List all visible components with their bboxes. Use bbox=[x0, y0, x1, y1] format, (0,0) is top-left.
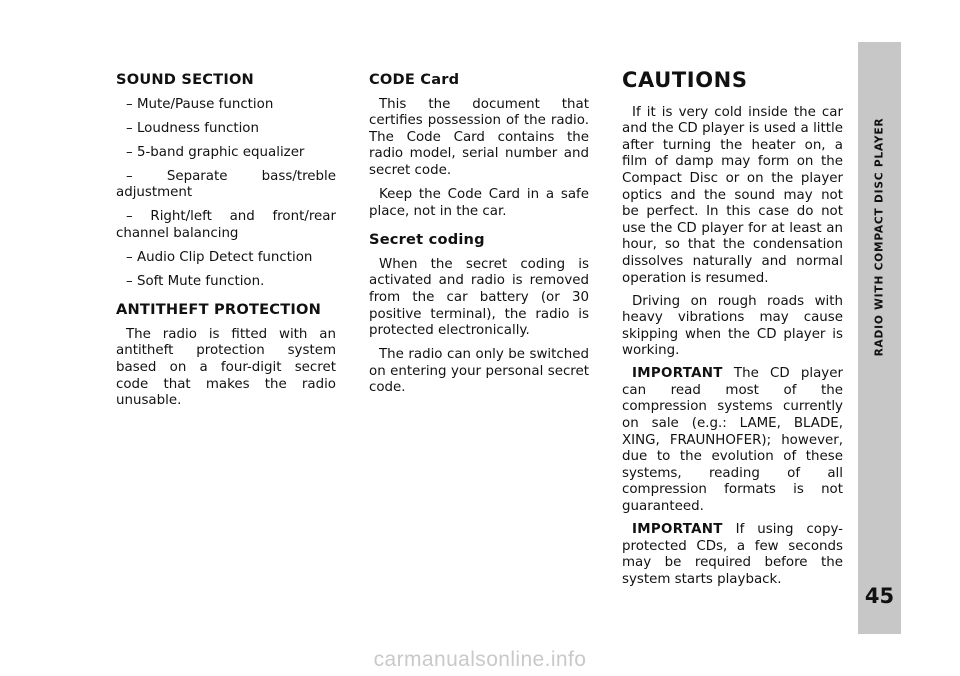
list-item: – Right/left and front/rear channel balancing bbox=[116, 209, 336, 241]
secret-coding-paragraph: The radio can only be switched on entering your personal secret code. bbox=[369, 347, 589, 396]
list-item: – Soft Mute function. bbox=[126, 273, 265, 289]
chapter-title: RADIO WITH COMPACT DISC PLAYER bbox=[873, 117, 886, 357]
list-item: – Loudness function bbox=[126, 120, 259, 136]
antitheft-paragraph: The radio is fitted with an antitheft protection system based on a four-digit secret code that makes the radio unusable. bbox=[116, 326, 336, 409]
left-column bbox=[116, 72, 336, 417]
sound-section-heading: SOUND SECTION bbox=[116, 71, 254, 88]
list-item: – Separate bass/treble adjustment bbox=[116, 168, 336, 201]
cautions-title: CAUTIONS bbox=[622, 68, 748, 92]
chapter-sidebar bbox=[858, 42, 901, 634]
important-text: If using copy-protected CDs, a few seconds may be required before the system starts playback. bbox=[622, 522, 843, 587]
list-item: – Audio Clip Detect function bbox=[126, 249, 313, 265]
antitheft-heading: ANTITHEFT PROTECTION bbox=[116, 301, 322, 319]
important-text: The CD player can read most of the compression systems currently on sale (e.g.: LAME, BLADE, XING, FRAUNHOFER); however, due to the evolution of these systems, reading of all compression formats is not guaranteed. bbox=[622, 366, 843, 515]
right-column bbox=[622, 68, 843, 595]
secret-coding-heading: Secret coding bbox=[369, 231, 485, 249]
secret-coding-paragraph: When the secret coding is activated and radio is removed from the car battery (or 30 positive terminal), the radio is protected electronically. bbox=[369, 256, 589, 339]
important-label: IMPORTANT bbox=[632, 522, 723, 538]
code-card-paragraph: Keep the Code Card in a safe place, not in the car. bbox=[369, 186, 589, 219]
important-paragraph bbox=[622, 366, 843, 515]
cautions-paragraph: If it is very cold inside the car and the CD player is used a little after turning the heater on, a film of damp may form on the Compact Disc or on the player optics and the sound may not be perfect. In this case do not use the CD player for at least an hour, so that the condensation dissolves naturally and normal operation is resumed. bbox=[622, 104, 843, 286]
page-number: 45 bbox=[864, 584, 895, 608]
important-label: IMPORTANT bbox=[632, 366, 723, 382]
list-item: – 5-band graphic equalizer bbox=[126, 144, 305, 160]
important-paragraph bbox=[622, 522, 843, 588]
code-card-paragraph: This the document that certifies possession of the radio. The Code Card contains the radio model, serial number and secret code. bbox=[369, 96, 589, 178]
code-card-heading: CODE Card bbox=[369, 71, 460, 88]
cautions-paragraph: Driving on rough roads with heavy vibrations may cause skipping when the CD player is working. bbox=[622, 293, 843, 359]
middle-column bbox=[369, 72, 589, 404]
list-item: – Mute/Pause function bbox=[126, 96, 274, 112]
chapter-title-vertical bbox=[858, 42, 901, 432]
watermark: carmanualsonline.info bbox=[373, 648, 587, 671]
